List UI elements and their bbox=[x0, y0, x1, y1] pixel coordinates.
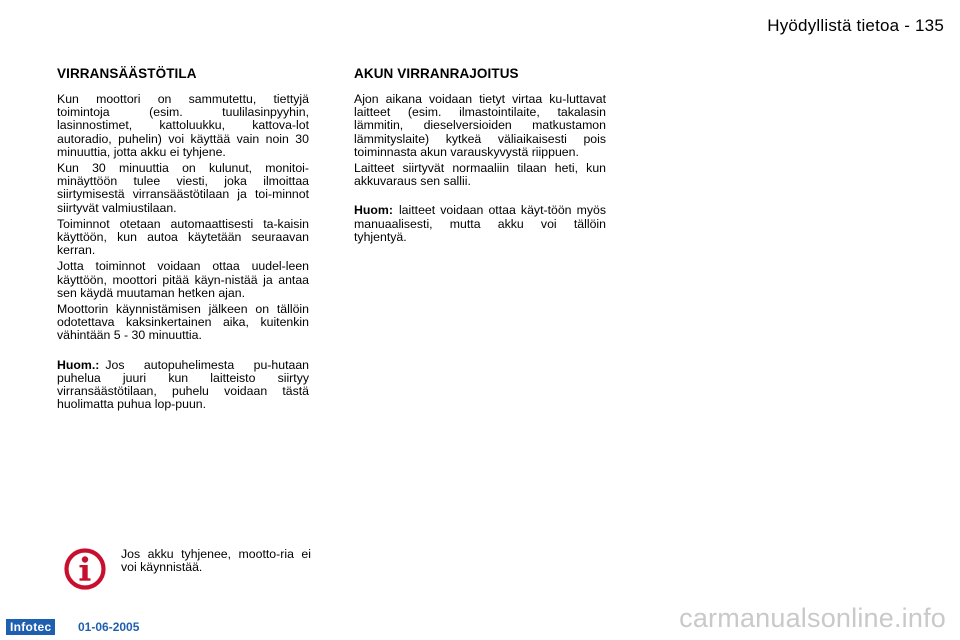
watermark: carmanualsonline.info bbox=[679, 603, 946, 633]
footer-date: 01-06-2005 bbox=[78, 620, 140, 634]
note-text: laitteet voidaan ottaa käyt-töön myös manuaalisesti, mutta akku voi tällöin tyhjentyä. bbox=[354, 203, 606, 244]
infotec-logo: Infotec bbox=[6, 619, 55, 635]
paragraph: Jotta toiminnot voidaan ottaa uudel-leen käyttöön, moottori pitää käyn-nistää ja antaa sen käydä muutaman hetken ajan. bbox=[57, 259, 309, 300]
note bbox=[354, 204, 606, 244]
section-heading: AKUN VIRRANRAJOITUS bbox=[354, 66, 519, 81]
info-text: Jos akku tyhjenee, mootto-ria ei voi käynnistää. bbox=[121, 547, 311, 575]
section-heading: VIRRANSÄÄSTÖTILA bbox=[57, 66, 197, 81]
note-label: Huom.: bbox=[57, 357, 100, 372]
section-power-saving bbox=[57, 66, 309, 414]
paragraph: Kun 30 minuuttia on kulunut, monitoi-minäyttöön tulee viesti, joka ilmoittaa siirtymisestä virransäästötilaan ja toi-minnot siirtyvät valmiustilaan. bbox=[57, 161, 309, 215]
section-battery-limit bbox=[354, 66, 606, 247]
note-label: Huom: bbox=[354, 203, 393, 218]
info-icon bbox=[64, 548, 106, 590]
page-header: Hyödyllistä tietoa - 135 bbox=[767, 16, 944, 35]
note bbox=[57, 359, 309, 412]
info-box bbox=[64, 546, 314, 596]
note-text: Jos autopuhelimesta pu-hutaan puhelua juuri kun laitteisto siirtyy virransäästötilaan, puhelu voidaan tästä huolimatta puhua lop-puun. bbox=[57, 357, 309, 412]
paragraph: Ajon aikana voidaan tietyt virtaa ku-luttavat laitteet (esim. ilmastointilaite, takalasin lämmitin, dieselversioiden matkustamon lämmityslaite) kytkeä väliaikaisesti pois toiminnasta akun varauskyvystä riippuen. bbox=[354, 92, 606, 159]
paragraph: Kun moottori on sammutettu, tiettyjä toimintoja (esim. tuulilasinpyyhin, lasinnostimet, kattoluukku, kattova-lot autoradio, puhelin) voi käyttää vain noin 30 minuuttia, jotta akku ei tyhjene. bbox=[57, 92, 309, 159]
paragraph: Moottorin käynnistämisen jälkeen on tällöin odotettava kaksinkertainen aika, kuitenkin vähintään 5 - 30 minuuttia. bbox=[57, 302, 309, 343]
paragraph: Toiminnot otetaan automaattisesti ta-kaisin käyttöön, kun autoa käytetään seuraavan kerran. bbox=[57, 216, 309, 258]
paragraph: Laitteet siirtyvät normaaliin tilaan heti, kun akkuvaraus sen sallii. bbox=[354, 161, 606, 189]
